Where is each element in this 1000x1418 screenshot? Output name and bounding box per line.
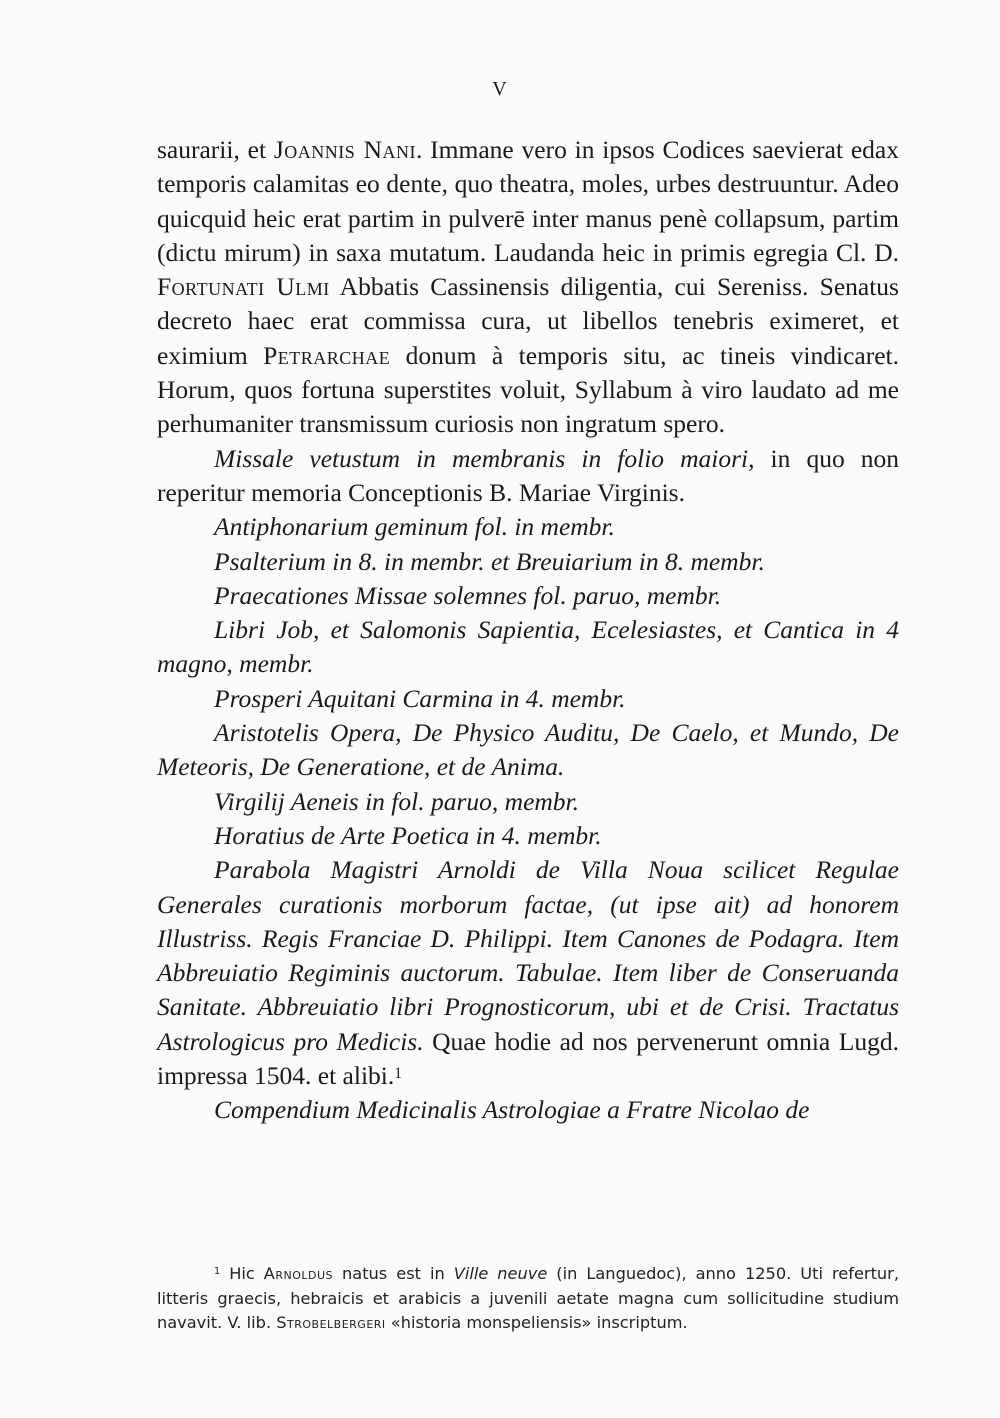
catalog-entry	[157, 545, 899, 579]
entry-title: Horatius de Arte Poetica in 4. membr.	[214, 820, 602, 850]
footnote-text	[157, 1262, 899, 1336]
catalog-entry	[157, 442, 899, 511]
text-run: . Immane vero in ipsos Codices saevierat edax temporis calamitas eo dente, quo theatra, moles, urbes destruuntur. Adeo quicquid heic erat partim in pulverē inter manus penè collapsum, partim (dictu mirum) in saxa mutatum. Laudanda heic in primis egregia Cl. D.	[157, 135, 899, 267]
person-name: Strobelbergeri	[276, 1313, 386, 1332]
catalog-entry	[157, 785, 899, 819]
catalog-entry	[157, 682, 899, 716]
text-run: «historia monspeliensis» inscriptum.	[385, 1313, 688, 1332]
entry-title: Missale vetustum in membranis in folio maiori,	[214, 443, 755, 473]
entry-note: Quae hodie ad nos pervenerunt omnia Lugd. impressa 1504. et alibi.	[157, 1026, 899, 1091]
entry-title: Libri Job, et Salomonis Sapientia, Ecelesiastes, et Cantica in 4 magno, membr.	[157, 615, 899, 679]
catalog-entry	[157, 716, 899, 785]
catalog-entry	[157, 613, 899, 682]
entry-title: Virgilij Aeneis in fol. paruo, membr.	[214, 786, 580, 816]
catalog-entry	[157, 579, 899, 613]
main-text	[157, 133, 899, 1128]
catalog-entry	[157, 819, 899, 853]
footnote-mark: 1	[214, 1266, 221, 1277]
person-name: Joannis Nani	[273, 135, 416, 164]
place-name: Ville neuve	[453, 1264, 548, 1283]
entry-title: Parabola Magistri Arnoldi de Villa Noua scilicet Regulae Generales curationis morborum factae, (ut ipse ait) ad honorem Illustriss. Regis Franciae D. Philippi. Item Canones de Podagra. Item Abbreuiatio Regiminis auctorum. Tabulae. Item liber de Conseruanda Sanitate. Abbreuiatio libri Prognosticorum, ubi et de Crisi. Tractatus Astrologicus pro Medicis.	[157, 855, 899, 1056]
footnote	[157, 1262, 899, 1336]
page-number: V	[492, 78, 508, 100]
entry-title: Aristotelis Opera, De Physico Auditu, De Caelo, et Mundo, De Meteoris, De Generatione, et de Anima.	[157, 718, 899, 782]
entry-title: Antiphonarium geminum fol. in membr.	[214, 512, 615, 542]
text-run: saurarii, et	[157, 135, 274, 164]
text-run: (in Languedoc), anno 1250. Uti refertur, litteris graecis, hebraicis et arabicis a juvenili aetate magna cum sollicitudine studium navavit. V. lib.	[157, 1264, 899, 1332]
catalog-entry	[157, 853, 899, 1093]
person-name: Arnoldus	[263, 1264, 334, 1283]
person-name: Fortunati Ulmi	[157, 272, 330, 302]
footnote-ref[interactable]: 1	[394, 1065, 402, 1083]
entry-title: Psalterium in 8. in membr. et Breuiarium in 8. membr.	[214, 546, 765, 576]
text-run: natus est in	[333, 1264, 454, 1283]
entry-note: in quo non reperitur memoria Conceptionis B. Mariae Virginis.	[157, 443, 900, 507]
entry-title: Praecationes Missae solemnes fol. paruo, membr.	[214, 580, 722, 610]
text-run: Hic	[220, 1264, 264, 1283]
entry-title: Prosperi Aquitani Carmina in 4. membr.	[214, 683, 626, 713]
catalog-entry	[157, 1093, 899, 1127]
catalog-entry	[157, 510, 899, 544]
text-run: donum à temporis situ, ac tineis vindicaret. Horum, quos fortuna superstites voluit, Syllabum à viro laudato ad me perhumaniter transmissum curiosis non ingratum spero.	[157, 340, 899, 439]
entry-title: Compendium Medicinalis Astrologiae a Fratre Nicolao de	[214, 1095, 810, 1125]
intro-paragraph	[157, 133, 899, 442]
person-name: Petrarchae	[263, 340, 391, 370]
text-run: Abbatis Cassinensis diligentia, cui Sereniss. Senatus decreto haec erat commissa cura, ut libellos tenebris eximeret, et eximium	[157, 272, 899, 370]
